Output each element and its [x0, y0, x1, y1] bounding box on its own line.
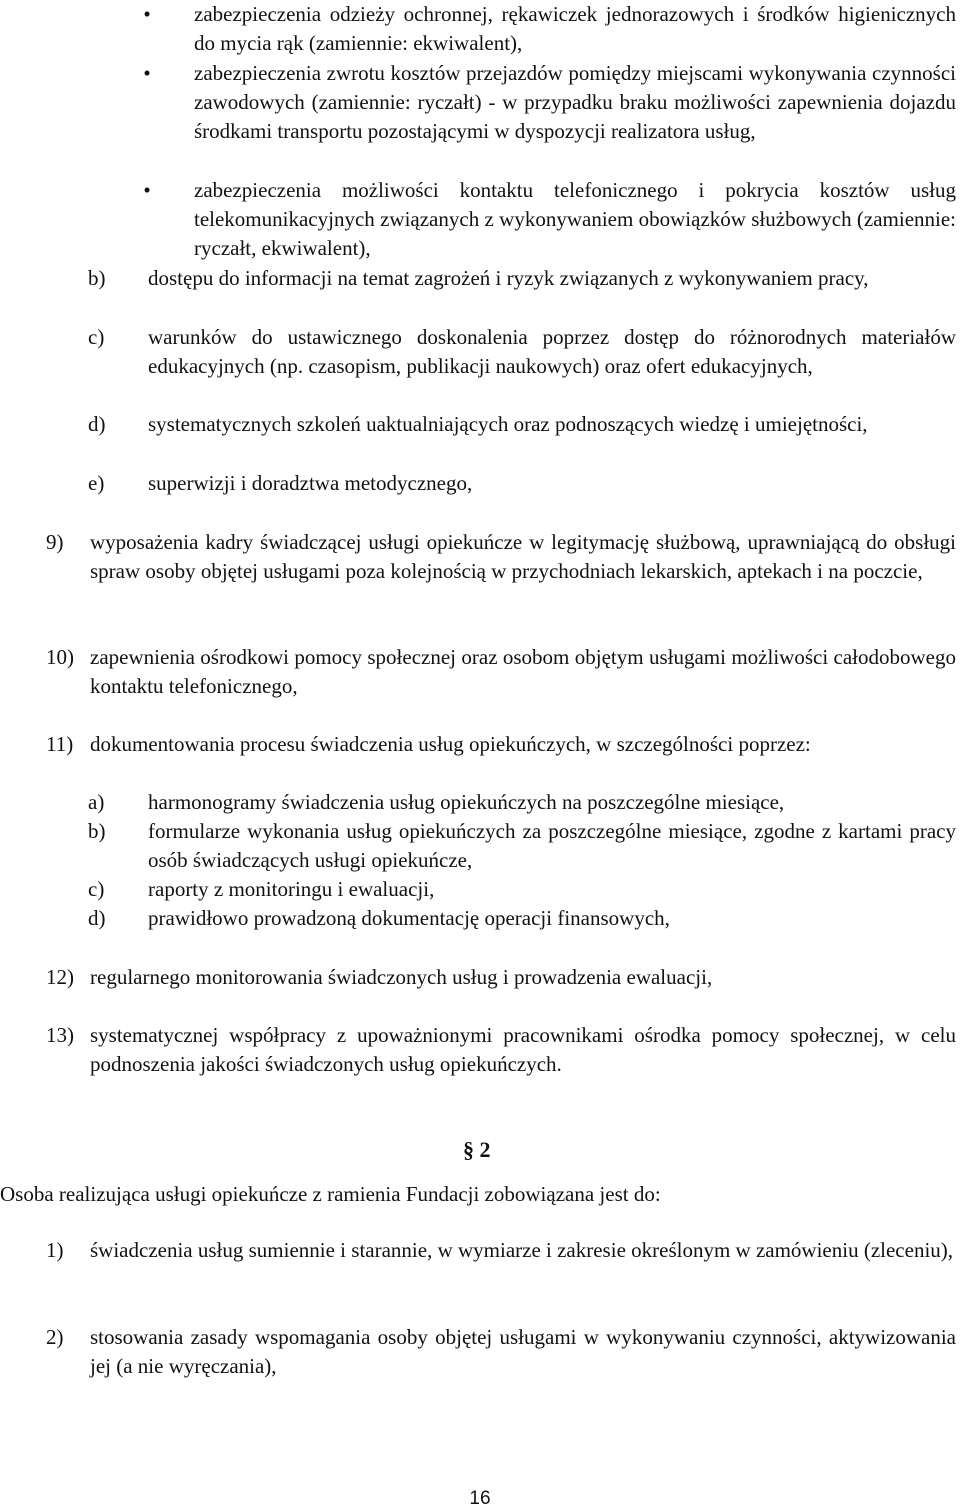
list-text: systematycznych szkoleń uaktualniających oraz podnoszących wiedzę i umiejętności,	[148, 412, 868, 436]
list-text: warunków do ustawicznego doskonalenia poprzez dostęp do różnorodnych materiałów edukacyjnych (np. czasopism, publikacji naukowych) oraz ofert edukacyjnych,	[148, 325, 956, 378]
item-number: 10)	[46, 645, 74, 669]
list-label: c)	[88, 325, 105, 349]
bullet-text: zabezpieczenia odzieży ochronnej, rękawiczek jednorazowych i środków higienicznych do mycia rąk (zamiennie: ekwiwalent),	[194, 2, 956, 55]
bullet-marker: •	[143, 2, 151, 26]
list-text: formularze wykonania usług opiekuńczych za poszczególne miesiące, zgodne z kartami pracy osób świadczących usługi opiekuńcze,	[148, 819, 956, 872]
item-number: 9)	[46, 530, 64, 554]
list-label: d)	[88, 906, 106, 930]
list-label: d)	[88, 412, 106, 436]
bullet-text: zabezpieczenia zwrotu kosztów przejazdów pomiędzy miejscami wykonywania czynności zawodowych (zamiennie: ryczałt) - w przypadku braku możliwości zapewnienia dojazdu środkami transportu pozostającymi w dyspozycji realizatora usług,	[194, 61, 956, 143]
section-intro: Osoba realizująca usługi opiekuńcze z ramienia Fundacji zobowiązana jest do:	[0, 1182, 661, 1206]
bullet-text: zabezpieczenia możliwości kontaktu telefonicznego i pokrycia kosztów usług telekomunikacyjnych związanych z wykonywaniem obowiązków służbowych (zamiennie: ryczałt, ekwiwalent),	[194, 178, 956, 260]
bullet-marker: •	[143, 178, 151, 202]
list-text: prawidłowo prowadzoną dokumentację operacji finansowych,	[148, 906, 670, 930]
item-number: 13)	[46, 1023, 74, 1047]
list-text: dostępu do informacji na temat zagrożeń i ryzyk związanych z wykonywaniem pracy,	[148, 266, 869, 290]
item-text: regularnego monitorowania świadczonych usług i prowadzenia ewaluacji,	[90, 965, 713, 989]
list-label: e)	[88, 471, 105, 495]
item-text: stosowania zasady wspomagania osoby objętej usługami w wykonywaniu czynności, aktywizowania jej (a nie wyręczania),	[90, 1325, 956, 1378]
page-number: 16	[469, 1488, 491, 1509]
list-text: raporty z monitoringu i ewaluacji,	[148, 877, 435, 901]
item-number: 12)	[46, 965, 74, 989]
list-text: superwizji i doradztwa metodycznego,	[148, 471, 473, 495]
item-number: 2)	[46, 1325, 64, 1349]
list-label: a)	[88, 790, 105, 814]
item-number: 11)	[46, 732, 74, 756]
item-text: zapewnienia ośrodkowi pomocy społecznej oraz osobom objętym usługami możliwości całodobowego kontaktu telefonicznego,	[90, 645, 956, 698]
item-number: 1)	[46, 1238, 64, 1262]
list-text: harmonogramy świadczenia usług opiekuńczych na poszczególne miesiące,	[148, 790, 785, 814]
item-text: systematycznej współpracy z upoważnionymi pracownikami ośrodka pomocy społecznej, w celu podnoszenia jakości świadczonych usług opiekuńczych.	[90, 1023, 956, 1076]
list-label: b)	[88, 819, 106, 843]
item-text: świadczenia usług sumiennie i starannie, w wymiarze i zakresie określonym w zamówieniu (zleceniu),	[90, 1238, 954, 1262]
item-text: dokumentowania procesu świadczenia usług opiekuńczych, w szczególności poprzez:	[90, 732, 811, 756]
list-label: c)	[88, 877, 105, 901]
section-heading: § 2	[463, 1137, 491, 1162]
list-label: b)	[88, 266, 106, 290]
bullet-marker: •	[143, 61, 151, 85]
item-text: wyposażenia kadry świadczącej usługi opiekuńcze w legitymację służbową, uprawniającą do obsługi spraw osoby objętej usługami poza kolejnością w przychodniach lekarskich, aptekach i na poczcie,	[90, 530, 956, 583]
